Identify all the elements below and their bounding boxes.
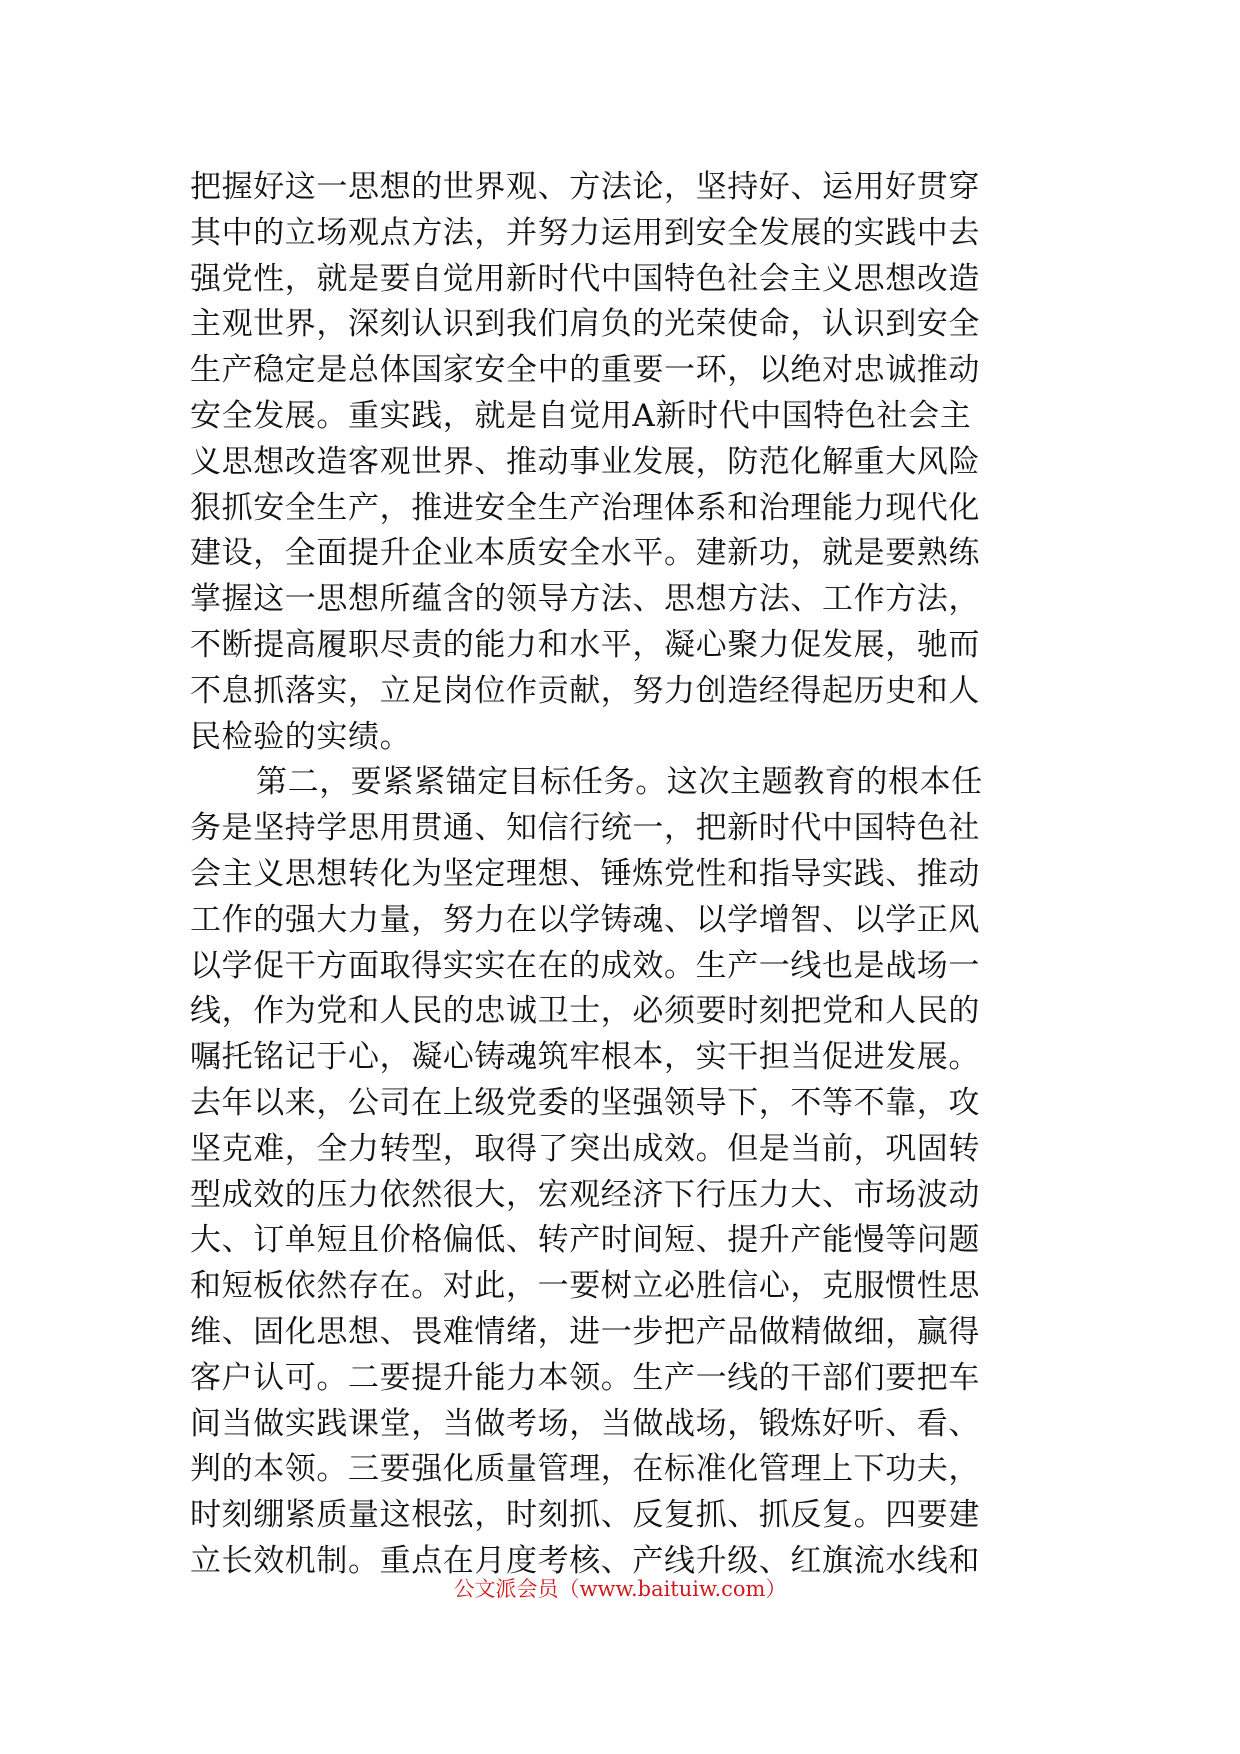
text-line: 和短板依然存在。对此，一要树立必胜信心，克服惯性思 [190, 1268, 980, 1305]
text-line: 间当做实践课堂，当做考场，当做战场，锻炼好听、看、 [190, 1405, 980, 1442]
text-line: 狠抓安全生产，推进安全生产治理体系和治理能力现代化 [190, 489, 980, 526]
text-line: 判的本领。三要强化质量管理，在标准化管理上下功夫， [190, 1451, 980, 1488]
text-line: 不断提高履职尽责的能力和水平，凝心聚力促发展，驰而 [190, 626, 980, 663]
text-line: 型成效的压力依然很大，宏观经济下行压力大、市场波动 [190, 1176, 980, 1213]
text-line: 工作的强大力量，努力在以学铸魂、以学增智、以学正风 [190, 901, 980, 938]
text-line: 立长效机制。重点在月度考核、产线升级、红旗流水线和 [190, 1542, 980, 1579]
text-line: 掌握这一思想所蕴含的领导方法、思想方法、工作方法， [190, 581, 980, 618]
text-line: 坚克难，全力转型，取得了突出成效。但是当前，巩固转 [190, 1130, 980, 1167]
text-line: 嘱托铭记于心，凝心铸魂筑牢根本，实干担当促进发展。 [190, 1039, 980, 1076]
text-line: 不息抓落实，立足岗位作贡献，努力创造经得起历史和人 [190, 672, 980, 709]
text-line: 维、固化思想、畏难情绪，进一步把产品做精做细，赢得 [190, 1313, 980, 1350]
text-line: 以学促干方面取得实实在在的成效。生产一线也是战场一 [190, 947, 980, 984]
footer-watermark: 公文派会员（www.baituiw.com） [453, 1577, 787, 1601]
text-line: 民检验的实绩。 [190, 718, 412, 755]
text-line: 客户认可。二要提升能力本领。生产一线的干部们要把车 [190, 1359, 980, 1396]
text-line: 大、订单短且价格偏低、转产时间短、提升产能慢等问题 [190, 1222, 980, 1259]
text-line: 强党性，就是要自觉用新时代中国特色社会主义思想改造 [190, 260, 980, 297]
text-line: 会主义思想转化为坚定理想、锤炼党性和指导实践、推动 [190, 855, 980, 892]
text-line: 把握好这一思想的世界观、方法论，坚持好、运用好贯穿 [190, 169, 980, 205]
text-line: 务是坚持学思用贯通、知信行统一，把新时代中国特色社 [190, 810, 980, 847]
text-line: 时刻绷紧质量这根弦，时刻抓、反复抓、抓反复。四要建 [190, 1497, 980, 1534]
text-line: 建设，全面提升企业本质安全水平。建新功，就是要熟练 [190, 535, 980, 572]
text-line: 义思想改造客观世界、推动事业发展，防范化解重大风险 [190, 443, 980, 480]
text-line: 主观世界，深刻认识到我们肩负的光荣使命，认识到安全 [190, 306, 980, 343]
text-line: 其中的立场观点方法，并努力运用到安全发展的实践中去 [190, 214, 980, 251]
text-line: 生产稳定是总体国家安全中的重要一环，以绝对忠诚推动 [190, 352, 980, 389]
text-line: 去年以来，公司在上级党委的坚强领导下，不等不靠，攻 [190, 1084, 980, 1121]
text-line: 线，作为党和人民的忠诚卫士，必须要时刻把党和人民的 [190, 993, 980, 1030]
paragraph-start-line: 第二，要紧紧锚定目标任务。这次主题教育的根本任 [256, 764, 983, 801]
body-text [190, 165, 1070, 1585]
text-line: 安全发展。重实践，就是自觉用A新时代中国特色社会主 [190, 397, 972, 434]
